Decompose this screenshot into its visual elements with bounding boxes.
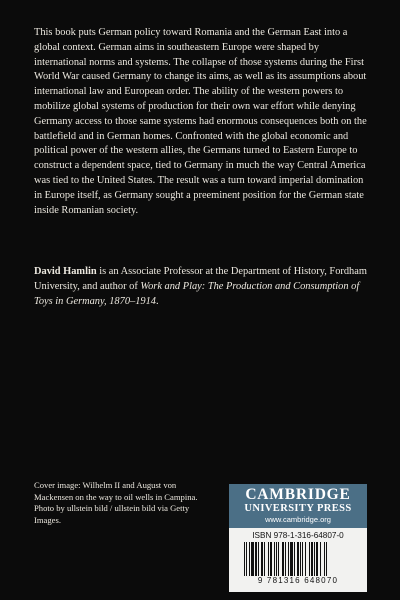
publisher-website: www.cambridge.org: [265, 515, 331, 524]
author-bio-end: .: [156, 295, 159, 307]
author-bio: [34, 265, 372, 309]
isbn-label: ISBN 978-1-316-64807-0: [252, 531, 344, 540]
author-name: David Hamlin: [34, 266, 97, 277]
cover-image-credit: Cover image: Wilhelm II and August von Mackensen on the way to oil wells in Campina. Photo by ullstein bild / ullstein bild via Getty Images.: [34, 480, 198, 525]
publisher-subtitle: UNIVERSITY PRESS: [244, 503, 352, 514]
publisher-panel: [229, 484, 367, 592]
barcode-icon: [242, 542, 354, 576]
publisher-logo: [229, 484, 367, 528]
publisher-name: CAMBRIDGE: [245, 486, 351, 503]
author-bio-text: is an Associate Professor at the Department of History, Fordham University, and author of: [34, 266, 367, 292]
barcode-digits: 9 781316 648070: [257, 576, 339, 585]
previous-book-title: Work and Play: The Production and Consumption of Toys in Germany, 1870–1914: [34, 280, 360, 307]
book-description: This book puts German policy toward Romania and the German East into a global context. German aims in southeastern Europe were shaped by international norms and systems. The collapse of those systems during the First World War caused Germany to change its aims, as well as its assumptions about international law and European order. The ability of the western powers to mobilize global systems of production for their own war effort while denying Germany access to those same systems had enormous consequences both on the battlefield and in German homes. Confronted with the global economic and political power of the western allies, the Germans turned to Eastern Europe to construct a dependent space, tied to Germany in much the way Central America was tied to the United States. The result was a turn toward imperial domination in Europe itself, as Germany sought a preeminent position for the German state inside Romanian society.: [34, 27, 367, 216]
